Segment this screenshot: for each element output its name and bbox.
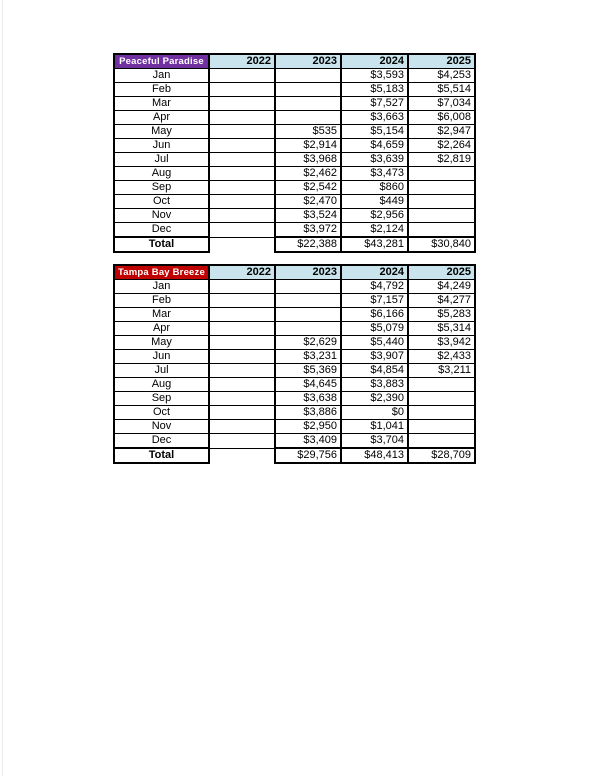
total-value: $48,413 (341, 448, 408, 463)
value-cell: $3,883 (341, 378, 408, 392)
total-value (209, 448, 275, 463)
value-cell (408, 195, 475, 209)
value-cell (209, 167, 275, 181)
table-header-row (114, 265, 475, 280)
value-cell (408, 406, 475, 420)
month-row-dec (114, 223, 475, 238)
value-cell (209, 69, 275, 83)
value-cell (408, 167, 475, 181)
month-row-sep (114, 392, 475, 406)
value-cell: $3,524 (275, 209, 341, 223)
value-cell (209, 322, 275, 336)
year-header-2025: 2025 (408, 265, 475, 280)
value-cell: $7,157 (341, 294, 408, 308)
month-row-aug (114, 167, 475, 181)
month-label: Jan (114, 280, 209, 294)
value-cell: $449 (341, 195, 408, 209)
value-cell (275, 294, 341, 308)
value-cell: $4,792 (341, 280, 408, 294)
month-row-jul (114, 364, 475, 378)
month-row-nov (114, 209, 475, 223)
month-row-jul (114, 153, 475, 167)
month-label: Jul (114, 364, 209, 378)
value-cell: $3,704 (341, 434, 408, 449)
month-label: Jan (114, 69, 209, 83)
month-label: Sep (114, 392, 209, 406)
total-value: $28,709 (408, 448, 475, 463)
year-header-2025: 2025 (408, 54, 475, 69)
value-cell: $5,154 (341, 125, 408, 139)
value-cell: $6,008 (408, 111, 475, 125)
value-cell (275, 308, 341, 322)
year-header-2024: 2024 (341, 265, 408, 280)
month-label: Sep (114, 181, 209, 195)
month-row-sep (114, 181, 475, 195)
value-cell: $2,914 (275, 139, 341, 153)
value-cell: $7,527 (341, 97, 408, 111)
value-cell: $3,231 (275, 350, 341, 364)
month-row-may (114, 336, 475, 350)
value-cell (209, 153, 275, 167)
value-cell: $535 (275, 125, 341, 139)
value-cell: $3,409 (275, 434, 341, 449)
value-cell: $2,390 (341, 392, 408, 406)
value-cell (408, 392, 475, 406)
month-label: Jun (114, 139, 209, 153)
value-cell: $5,314 (408, 322, 475, 336)
table-header-row (114, 54, 475, 69)
month-row-oct (114, 195, 475, 209)
value-cell (209, 308, 275, 322)
month-row-nov (114, 420, 475, 434)
value-cell: $5,440 (341, 336, 408, 350)
month-label: Apr (114, 111, 209, 125)
value-cell: $2,629 (275, 336, 341, 350)
total-value: $30,840 (408, 237, 475, 252)
value-cell (275, 83, 341, 97)
value-cell (209, 434, 275, 449)
value-cell (408, 420, 475, 434)
month-row-feb (114, 294, 475, 308)
month-row-jan (114, 280, 475, 294)
value-cell: $4,277 (408, 294, 475, 308)
value-cell (408, 209, 475, 223)
month-row-dec (114, 434, 475, 449)
page-edge-line (2, 0, 3, 776)
value-cell: $3,886 (275, 406, 341, 420)
month-label: Mar (114, 97, 209, 111)
value-cell: $5,183 (341, 83, 408, 97)
total-value (209, 237, 275, 252)
total-label: Total (114, 237, 209, 252)
month-row-apr (114, 322, 475, 336)
year-header-2022: 2022 (209, 265, 275, 280)
value-cell (275, 322, 341, 336)
month-label: Dec (114, 223, 209, 238)
value-cell (209, 364, 275, 378)
total-label: Total (114, 448, 209, 463)
value-cell: $5,079 (341, 322, 408, 336)
value-cell: $4,854 (341, 364, 408, 378)
value-cell: $3,663 (341, 111, 408, 125)
value-cell: $3,639 (341, 153, 408, 167)
value-cell (209, 294, 275, 308)
value-cell: $2,956 (341, 209, 408, 223)
value-cell (209, 125, 275, 139)
value-cell: $2,462 (275, 167, 341, 181)
value-cell (408, 181, 475, 195)
month-row-may (114, 125, 475, 139)
table-title: Tampa Bay Breeze (114, 265, 209, 280)
value-cell: $5,514 (408, 83, 475, 97)
value-cell (209, 350, 275, 364)
year-header-2023: 2023 (275, 265, 341, 280)
value-cell: $2,433 (408, 350, 475, 364)
month-label: Aug (114, 167, 209, 181)
value-cell: $3,638 (275, 392, 341, 406)
month-label: Apr (114, 322, 209, 336)
value-cell: $3,968 (275, 153, 341, 167)
value-cell (209, 223, 275, 238)
table-peaceful-paradise (113, 53, 476, 253)
value-cell (275, 97, 341, 111)
value-cell: $7,034 (408, 97, 475, 111)
month-label: Nov (114, 209, 209, 223)
month-label: Aug (114, 378, 209, 392)
value-cell: $3,972 (275, 223, 341, 238)
value-cell (209, 181, 275, 195)
value-cell: $5,283 (408, 308, 475, 322)
month-row-aug (114, 378, 475, 392)
value-cell: $0 (341, 406, 408, 420)
value-cell (275, 69, 341, 83)
value-cell: $2,950 (275, 420, 341, 434)
value-cell: $5,369 (275, 364, 341, 378)
month-label: Mar (114, 308, 209, 322)
month-row-apr (114, 111, 475, 125)
month-label: Feb (114, 294, 209, 308)
value-cell: $2,819 (408, 153, 475, 167)
value-cell (209, 378, 275, 392)
month-label: Feb (114, 83, 209, 97)
value-cell (209, 111, 275, 125)
value-cell: $4,645 (275, 378, 341, 392)
value-cell (275, 111, 341, 125)
value-cell: $2,264 (408, 139, 475, 153)
value-cell: $4,253 (408, 69, 475, 83)
value-cell: $1,041 (341, 420, 408, 434)
value-cell (209, 420, 275, 434)
month-row-jan (114, 69, 475, 83)
table-title: Peaceful Paradise (114, 54, 209, 69)
value-cell: $3,211 (408, 364, 475, 378)
month-label: Oct (114, 195, 209, 209)
month-row-jun (114, 350, 475, 364)
month-row-mar (114, 97, 475, 111)
month-label: Jul (114, 153, 209, 167)
table-tampa-bay-breeze (113, 264, 476, 464)
value-cell (209, 336, 275, 350)
total-value: $43,281 (341, 237, 408, 252)
value-cell (209, 83, 275, 97)
value-cell: $2,542 (275, 181, 341, 195)
value-cell (209, 392, 275, 406)
year-header-2024: 2024 (341, 54, 408, 69)
month-label: Jun (114, 350, 209, 364)
value-cell (209, 406, 275, 420)
value-cell: $3,473 (341, 167, 408, 181)
month-label: Nov (114, 420, 209, 434)
month-label: May (114, 125, 209, 139)
value-cell: $4,659 (341, 139, 408, 153)
value-cell: $2,470 (275, 195, 341, 209)
value-cell (408, 223, 475, 238)
total-row (114, 448, 475, 463)
year-header-2023: 2023 (275, 54, 341, 69)
month-label: Oct (114, 406, 209, 420)
value-cell (275, 280, 341, 294)
month-row-oct (114, 406, 475, 420)
total-value: $22,388 (275, 237, 341, 252)
month-label: May (114, 336, 209, 350)
value-cell: $4,249 (408, 280, 475, 294)
month-row-mar (114, 308, 475, 322)
value-cell (408, 434, 475, 449)
month-row-jun (114, 139, 475, 153)
total-row (114, 237, 475, 252)
value-cell (408, 378, 475, 392)
value-cell: $6,166 (341, 308, 408, 322)
value-cell: $3,942 (408, 336, 475, 350)
total-value: $29,756 (275, 448, 341, 463)
month-label: Dec (114, 434, 209, 449)
value-cell (209, 97, 275, 111)
year-header-2022: 2022 (209, 54, 275, 69)
value-cell (209, 139, 275, 153)
month-row-feb (114, 83, 475, 97)
value-cell (209, 209, 275, 223)
value-cell: $3,907 (341, 350, 408, 364)
value-cell: $2,124 (341, 223, 408, 238)
value-cell (209, 280, 275, 294)
value-cell (209, 195, 275, 209)
value-cell: $2,947 (408, 125, 475, 139)
value-cell: $3,593 (341, 69, 408, 83)
value-cell: $860 (341, 181, 408, 195)
